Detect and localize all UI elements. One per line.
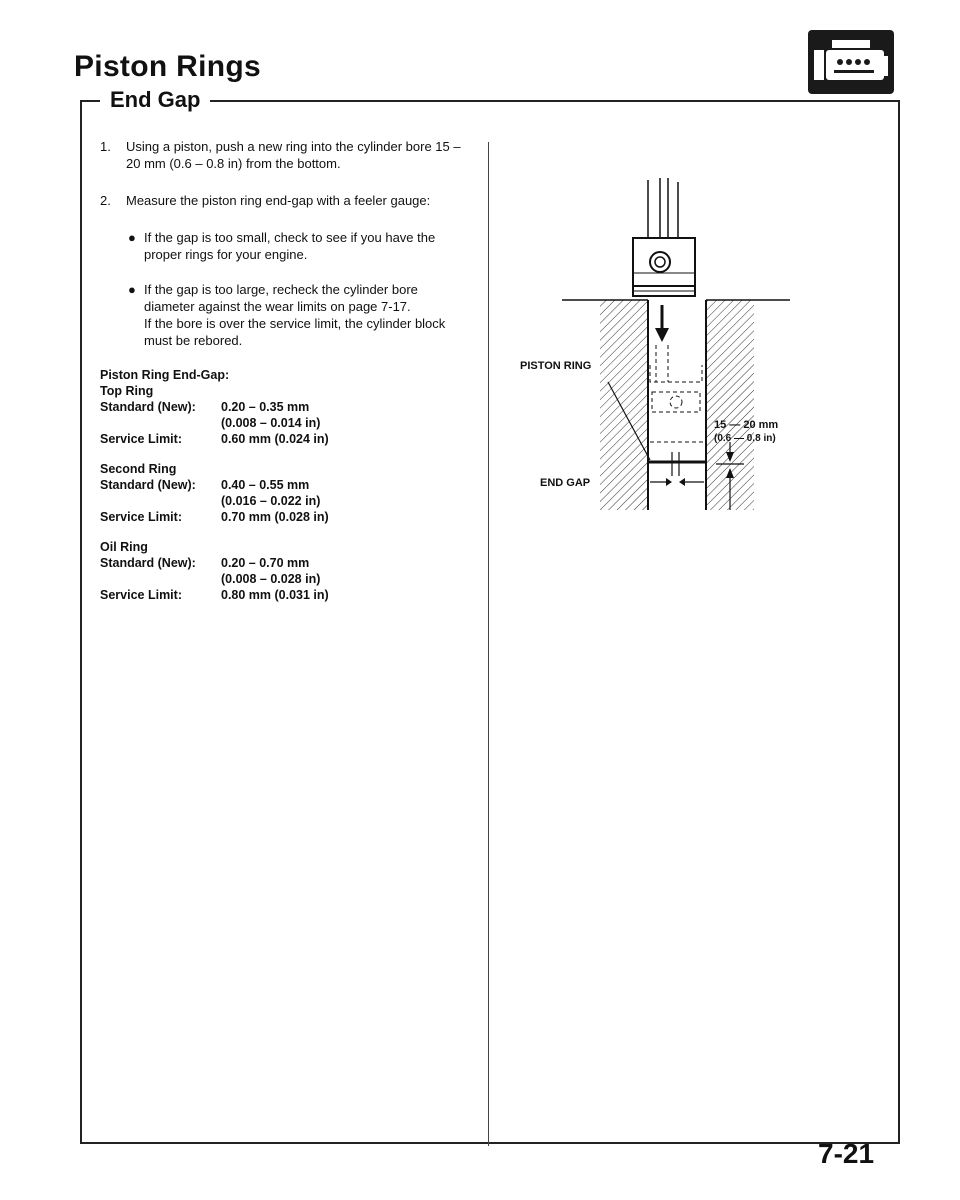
- end-gap-label: END GAP: [540, 477, 591, 489]
- step-number: 2.: [100, 193, 111, 208]
- piston-ring-label: PISTON RING: [520, 360, 592, 372]
- limit-label: Service Limit:: [100, 510, 182, 524]
- guide-lines: [650, 345, 706, 442]
- standard-value-in: (0.008 – 0.014 in): [221, 416, 321, 430]
- page-number: 7-21: [818, 1138, 875, 1169]
- piston-rod: [648, 178, 678, 240]
- bullet-dot-icon: ●: [128, 282, 136, 297]
- ring-name: Oil Ring: [100, 540, 148, 554]
- standard-label: Standard (New):: [100, 400, 196, 414]
- limit-value: 0.80 mm (0.031 in): [221, 588, 329, 602]
- piston-icon: [633, 238, 695, 296]
- standard-value-mm: 0.40 – 0.55 mm: [221, 478, 310, 492]
- column-divider: [488, 142, 489, 1146]
- bullet-text: If the gap is too large, recheck the cylinder bore diameter against the wear limits on page 7-17.: [144, 282, 418, 314]
- cylinder-wall-right: [706, 300, 790, 510]
- standard-value-mm: 0.20 – 0.35 mm: [221, 400, 310, 414]
- limit-label: Service Limit:: [100, 432, 182, 446]
- section-subtitle: End Gap: [100, 87, 210, 113]
- bullet-dot-icon: ●: [128, 230, 136, 245]
- step-2: [100, 192, 462, 209]
- end-gap-diagram: [500, 160, 890, 530]
- depth-in-label: (0.6 — 0.8 in): [714, 433, 776, 444]
- limit-label: Service Limit:: [100, 588, 182, 602]
- limit-value: 0.60 mm (0.024 in): [221, 432, 329, 446]
- bullet-text: If the bore is over the service limit, the cylinder block must be rebored.: [144, 316, 446, 348]
- bullet-gap-too-large: [100, 281, 462, 349]
- step-text: Measure the piston ring end-gap with a feeler gauge:: [126, 193, 431, 208]
- step-number: 1.: [100, 139, 111, 154]
- standard-label: Standard (New):: [100, 556, 196, 570]
- bullet-gap-too-small: [100, 229, 462, 263]
- end-gap-marker-icon: [650, 452, 704, 486]
- standard-value-mm: 0.20 – 0.70 mm: [221, 556, 310, 570]
- bullet-text: If the gap is too small, check to see if you have the proper rings for your engine.: [144, 230, 436, 262]
- spec-oil-ring: [100, 539, 462, 603]
- spec-top-ring: [100, 383, 462, 447]
- limit-value: 0.70 mm (0.028 in): [221, 510, 329, 524]
- spec-heading: Piston Ring End-Gap:: [100, 368, 230, 382]
- standard-label: Standard (New):: [100, 478, 196, 492]
- ring-name: Top Ring: [100, 384, 154, 398]
- push-arrow-icon: [655, 305, 669, 342]
- ring-name: Second Ring: [100, 462, 177, 476]
- engine-section-icon: [808, 30, 894, 94]
- standard-value-in: (0.008 – 0.028 in): [221, 572, 321, 586]
- page-title: Piston Rings: [74, 50, 261, 83]
- end-gap-spec: [100, 367, 462, 603]
- step-text: Using a piston, push a new ring into the cylinder bore 15 – 20 mm (0.6 – 0.8 in) from the bottom.: [126, 139, 461, 171]
- standard-value-in: (0.016 – 0.022 in): [221, 494, 321, 508]
- instructions-column: [100, 138, 462, 617]
- spec-second-ring: [100, 461, 462, 525]
- step-1: [100, 138, 462, 172]
- depth-mm-label: 15 — 20 mm: [714, 419, 779, 431]
